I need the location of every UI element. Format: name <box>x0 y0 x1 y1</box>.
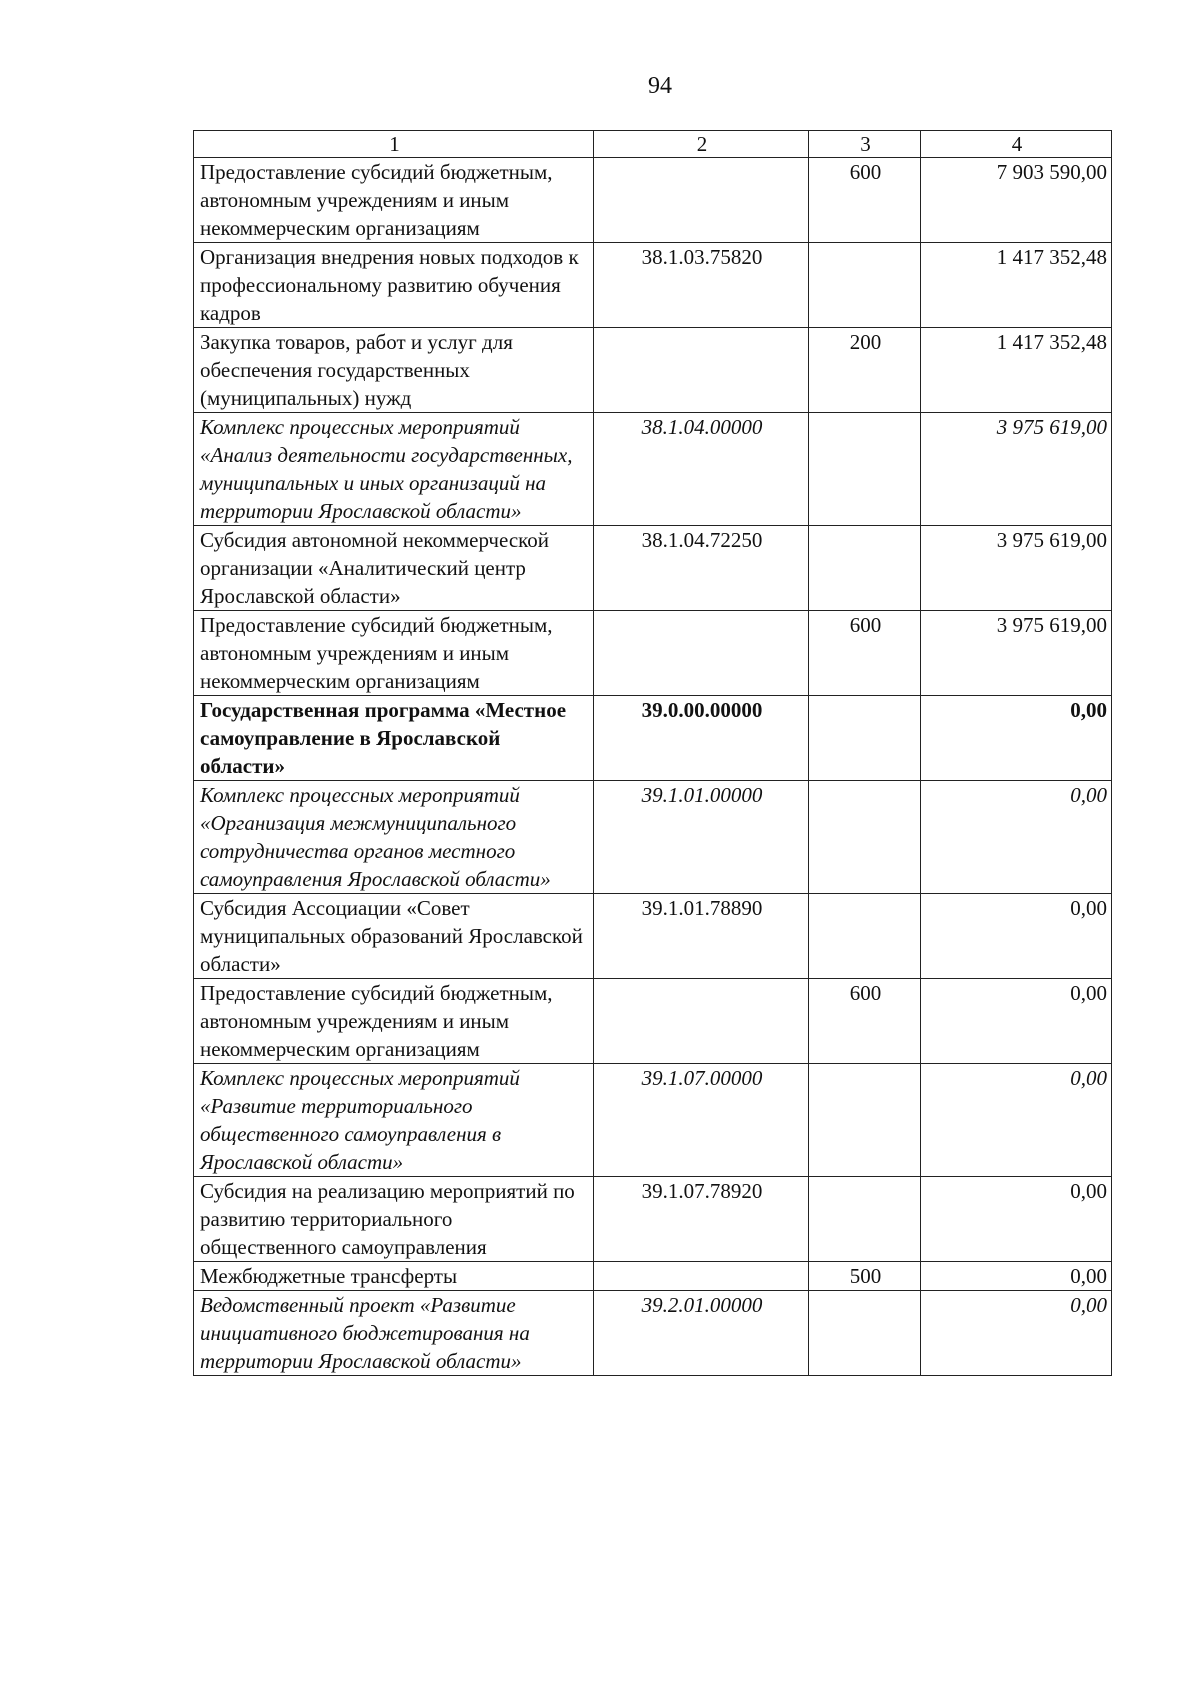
row-expense-type <box>809 696 921 781</box>
table-row <box>194 979 1112 1064</box>
row-expense-type <box>809 1064 921 1177</box>
row-code: 38.1.04.00000 <box>594 413 809 526</box>
table-row <box>194 781 1112 894</box>
row-code: 39.1.07.78920 <box>594 1177 809 1262</box>
row-name: Предоставление субсидий бюджетным, автономным учреждениям и иным некоммерческим организациям <box>194 611 594 696</box>
row-code <box>594 611 809 696</box>
row-name: Субсидия автономной некоммерческой организации «Аналитический центр Ярославской области» <box>194 526 594 611</box>
row-name: Комплекс процессных мероприятий «Анализ деятельности государственных, муниципальных и иных организаций на территории Ярославской области» <box>194 413 594 526</box>
row-name: Закупка товаров, работ и услуг для обеспечения государственных (муниципальных) нужд <box>194 328 594 413</box>
row-expense-type <box>809 413 921 526</box>
row-code <box>594 1262 809 1291</box>
table-row <box>194 526 1112 611</box>
row-expense-type <box>809 243 921 328</box>
row-amount: 0,00 <box>921 1064 1112 1177</box>
table-row <box>194 611 1112 696</box>
row-amount: 0,00 <box>921 979 1112 1064</box>
row-name: Ведомственный проект «Развитие инициативного бюджетирования на территории Ярославской области» <box>194 1291 594 1376</box>
row-name: Комплекс процессных мероприятий «Организация межмуниципального сотрудничества органов местного самоуправления Ярославской области» <box>194 781 594 894</box>
row-amount: 3 975 619,00 <box>921 526 1112 611</box>
table-header <box>194 131 1112 158</box>
budget-table <box>193 130 1112 1376</box>
row-amount: 3 975 619,00 <box>921 611 1112 696</box>
table-row <box>194 1291 1112 1376</box>
row-amount: 1 417 352,48 <box>921 243 1112 328</box>
row-expense-type: 600 <box>809 979 921 1064</box>
row-code: 39.1.01.78890 <box>594 894 809 979</box>
row-code: 38.1.04.72250 <box>594 526 809 611</box>
row-code: 38.1.03.75820 <box>594 243 809 328</box>
row-amount: 0,00 <box>921 1262 1112 1291</box>
row-name: Предоставление субсидий бюджетным, автономным учреждениям и иным некоммерческим организациям <box>194 979 594 1064</box>
table-row <box>194 328 1112 413</box>
row-code: 39.2.01.00000 <box>594 1291 809 1376</box>
page-number: 94 <box>648 73 672 99</box>
header-row <box>194 131 1112 158</box>
row-code: 39.1.01.00000 <box>594 781 809 894</box>
row-code <box>594 158 809 243</box>
row-name: Межбюджетные трансферты <box>194 1262 594 1291</box>
row-expense-type: 500 <box>809 1262 921 1291</box>
row-expense-type <box>809 526 921 611</box>
row-amount: 0,00 <box>921 1177 1112 1262</box>
row-amount: 7 903 590,00 <box>921 158 1112 243</box>
table-row <box>194 413 1112 526</box>
table-row <box>194 894 1112 979</box>
header-col-1: 1 <box>194 131 594 158</box>
table-row <box>194 1262 1112 1291</box>
row-name: Предоставление субсидий бюджетным, автономным учреждениям и иным некоммерческим организациям <box>194 158 594 243</box>
header-col-3: 3 <box>809 131 921 158</box>
row-code: 39.1.07.00000 <box>594 1064 809 1177</box>
row-name: Комплекс процессных мероприятий «Развитие территориального общественного самоуправления в Ярославской области» <box>194 1064 594 1177</box>
row-name: Государственная программа «Местное самоуправление в Ярославской области» <box>194 696 594 781</box>
row-expense-type <box>809 1177 921 1262</box>
row-amount: 0,00 <box>921 894 1112 979</box>
row-amount: 3 975 619,00 <box>921 413 1112 526</box>
header-col-4: 4 <box>921 131 1112 158</box>
row-code <box>594 328 809 413</box>
table-row <box>194 243 1112 328</box>
row-expense-type: 600 <box>809 611 921 696</box>
table-row <box>194 696 1112 781</box>
row-amount: 0,00 <box>921 1291 1112 1376</box>
table-row <box>194 1064 1112 1177</box>
row-name: Организация внедрения новых подходов к профессиональному развитию обучения кадров <box>194 243 594 328</box>
row-amount: 1 417 352,48 <box>921 328 1112 413</box>
row-name: Субсидия на реализацию мероприятий по развитию территориального общественного самоуправления <box>194 1177 594 1262</box>
row-expense-type: 200 <box>809 328 921 413</box>
table-body <box>194 158 1112 1376</box>
row-expense-type <box>809 781 921 894</box>
row-expense-type <box>809 1291 921 1376</box>
row-expense-type <box>809 894 921 979</box>
table-row <box>194 1177 1112 1262</box>
row-amount: 0,00 <box>921 781 1112 894</box>
header-col-2: 2 <box>594 131 809 158</box>
row-expense-type: 600 <box>809 158 921 243</box>
table-row <box>194 158 1112 243</box>
row-name: Субсидия Ассоциации «Совет муниципальных образований Ярославской области» <box>194 894 594 979</box>
row-code <box>594 979 809 1064</box>
row-code: 39.0.00.00000 <box>594 696 809 781</box>
row-amount: 0,00 <box>921 696 1112 781</box>
